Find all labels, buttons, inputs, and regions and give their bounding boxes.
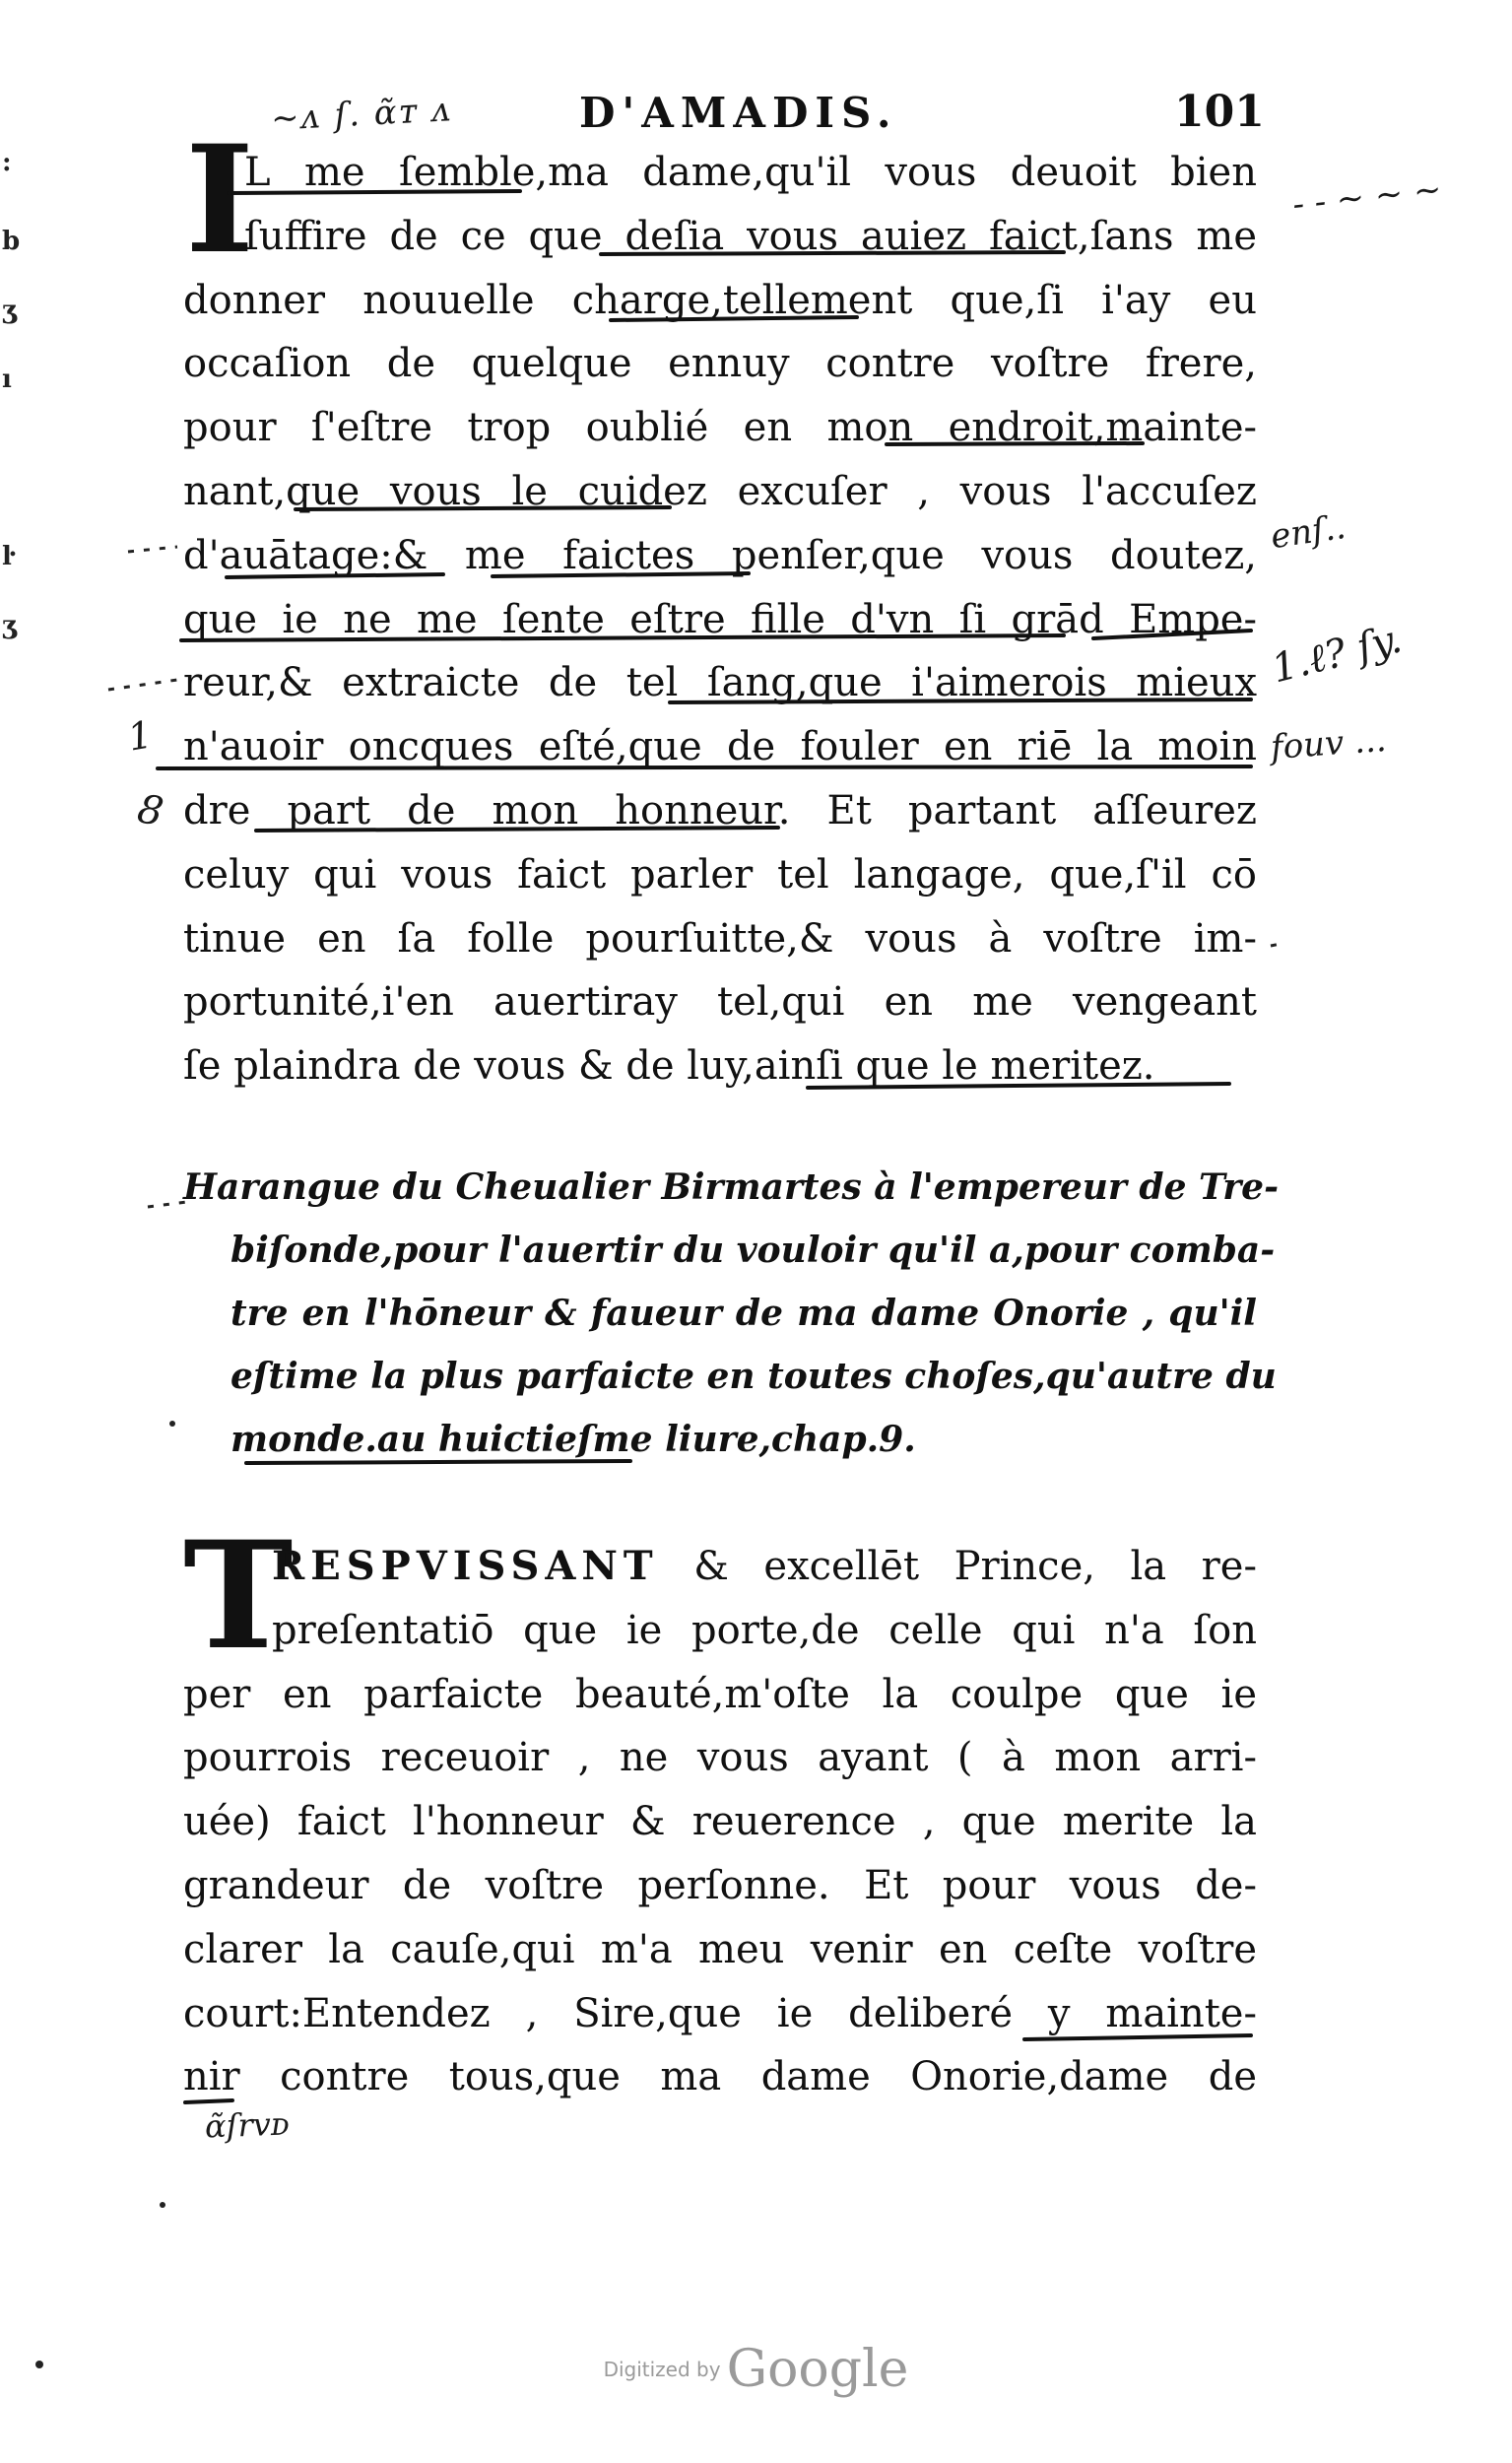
underline-stroke [158, 766, 1251, 768]
underline-stroke [1093, 631, 1251, 638]
marginal-note: - - ~ ~ ~ [1290, 169, 1444, 225]
edge-mark: ı [2, 365, 12, 394]
underline-stroke [611, 317, 857, 320]
text-line: uée) faict l'honneur & reuerence , que merite la [183, 1799, 1257, 1845]
underline-stroke [493, 573, 749, 576]
underline-stroke [181, 635, 1064, 640]
text-line: nant,que vous le cuidez excuſer , vous l'accuſez [183, 468, 1257, 514]
text-line: n'auoir oncques eſté,que de fouler en riē la moin [183, 724, 1257, 770]
margin-dash [1271, 944, 1281, 946]
text-line: pour ſ'eſtre trop oublié en mon endroit,mainte- [183, 405, 1257, 451]
underline-stroke [227, 574, 443, 577]
text-line: donner nouuelle charge,tellement que,ſi i'ay eu [183, 277, 1257, 323]
underline-stroke [1024, 2035, 1251, 2039]
edge-mark: ʒ [2, 611, 17, 640]
text-line: d'auātage:& me faictes penſer,que vous doutez, [183, 532, 1257, 578]
speck [169, 1421, 175, 1427]
underline-stroke [246, 1461, 630, 1463]
marginal-note: fouv ... [1269, 719, 1388, 768]
rubric-line: eſtime la plus parfaicte en toutes choſes,qu'autre du [230, 1356, 1277, 1397]
underline-stroke [887, 443, 1143, 444]
underline-stroke [229, 191, 520, 193]
text-line: tinue en ſa folle pourſuitte,& vous à voſtre im- [183, 915, 1257, 962]
rubric-line: tre en l'hōneur & faueur de ma dame Onorie , qu'il [230, 1293, 1257, 1334]
digitization-watermark [0, 2340, 1512, 2399]
smallcaps-opening: RESPVISSANT [272, 1543, 659, 1589]
text-line: per en parfaicte beauté,m'oſte la coulpe que ie [183, 1671, 1257, 1717]
rubric-line: Harangue du Cheualier Birmartes à l'empereur de Tre- [183, 1166, 1280, 1208]
edge-mark: ʒ [2, 296, 17, 325]
text-line: portunité,i'en auertiray tel,qui en me vengeant [183, 979, 1257, 1026]
drop-capital: I [185, 113, 255, 287]
text-line: ſuffire de ce que deſia vous auiez faict,ſans me [244, 213, 1257, 259]
text-line: L me ſemble,ma dame,qu'il vous deuoit bien [244, 150, 1257, 195]
marginal-note: 1 [124, 712, 156, 760]
text-line: court:Entendez , Sire,que ie deliberé y mainte- [183, 1990, 1257, 2036]
rubric-line: biſonde,pour l'auertir du vouloir qu'il a,pour comba- [230, 1230, 1276, 1271]
underline-stroke [296, 507, 670, 509]
marginal-note: ɑ̃ſrvᴅ [204, 2104, 291, 2146]
text-fragment: & excellēt Prince, la re- [658, 1544, 1257, 1589]
text-line: reur,& extraicte de tel ſang,que i'aimerois mieux [183, 660, 1257, 706]
text-line: preſentatiō que ie porte,de celle qui n'a ſon [272, 1607, 1257, 1653]
speck [160, 2202, 165, 2208]
edge-mark: b [2, 227, 21, 256]
text-line: pourrois receuoir , ne vous ayant ( à mon arri- [183, 1735, 1257, 1781]
watermark-logo: Google [726, 2340, 909, 2399]
margin-dash [128, 547, 177, 552]
underline-stroke [256, 828, 778, 831]
handwritten-header-note: ~ᴧ ſ. ɑ̃ᴛ ᴧ [270, 90, 454, 139]
edge-mark: : [2, 148, 12, 177]
rubric-line: monde.au huictieſme liure,chap.9. [230, 1419, 916, 1460]
underline-stroke [185, 2100, 232, 2102]
text-line: ſe plaindra de vous & de luy,ainſi que le meritez. [183, 1043, 1155, 1090]
margin-dash [108, 680, 177, 690]
underline-stroke [808, 1084, 1229, 1088]
page-number: 101 [1174, 87, 1265, 137]
text-line: nir contre tous,que ma dame Onorie,dame de [183, 2054, 1257, 2100]
edge-mark: ŀ [2, 542, 12, 571]
drop-capital: T [183, 1509, 294, 1683]
text-line: occaſion de quelque ennuy contre voſtre frere, [183, 341, 1257, 387]
text-line: clarer la cauſe,qui m'a meu venir en ceſte voſtre [183, 1926, 1257, 1972]
text-line: celuy qui vous faict parler tel langage, que,ſ'il cō [183, 851, 1257, 898]
text-line: dre part de mon honneur. Et partant aſſeurez [183, 787, 1257, 833]
text-line: grandeur de voſtre perſonne. Et pour vous de- [183, 1862, 1257, 1908]
margin-dash [148, 1202, 187, 1207]
watermark-caption: Digitized by [603, 2358, 721, 2381]
underline-stroke [601, 252, 1064, 254]
underline-stroke [670, 699, 1251, 702]
marginal-note: 1.ℓ? ſy. [1267, 616, 1407, 693]
text-line: que ie ne me ſente eſtre fille d'vn ſi grād Empe- [183, 596, 1257, 642]
running-title: D'AMADIS. [579, 89, 898, 137]
marginal-note: 8 [134, 786, 167, 835]
marginal-note: enſ.. [1268, 506, 1348, 558]
